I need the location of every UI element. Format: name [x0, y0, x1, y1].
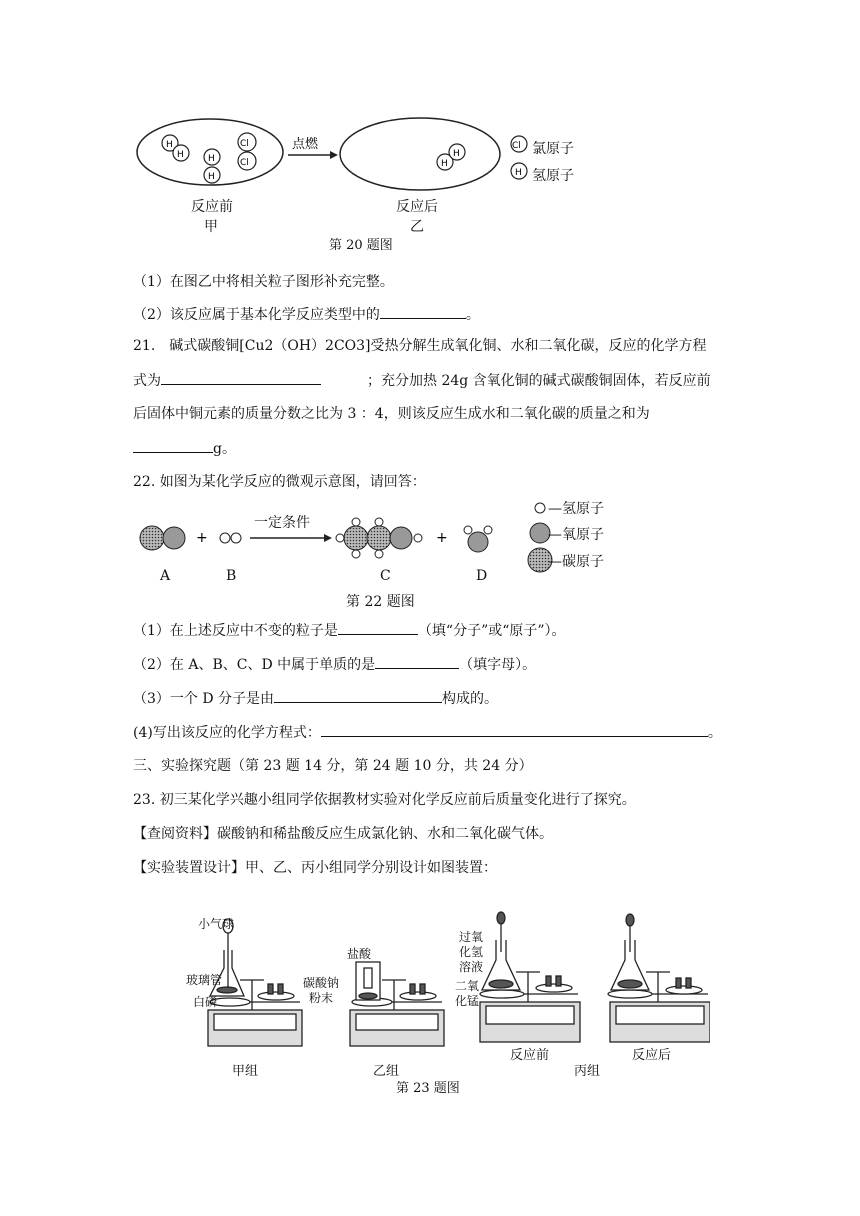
arrow-label: 一定条件 — [254, 515, 310, 531]
balance-bing-after — [608, 914, 710, 1042]
after-sub: 乙 — [410, 219, 424, 235]
label-h2o2-2: 化氢 — [459, 945, 484, 959]
legend-oxygen-icon — [530, 523, 550, 543]
svg-text:H: H — [441, 159, 448, 169]
oxygen-atom-icon — [468, 532, 488, 552]
label-c: C — [380, 568, 391, 584]
label-balloon: 小气球 — [198, 917, 235, 931]
balance-yi — [350, 962, 444, 1046]
oxygen-atom-icon — [163, 527, 185, 549]
label-h2o2-1: 过氧 — [459, 930, 484, 944]
label-white-phosphorus: 白磷 — [193, 995, 218, 1009]
legend-hydrogen-icon — [535, 503, 545, 513]
q22-part1: （1）在上述反应中不变的粒子是 （填“分子”或“原子”）。 — [133, 620, 566, 641]
q21-line3: 后固体中铜元素的质量分数之比为 3 ：4，则该反应生成水和二氧化碳的质量之和为 — [133, 406, 650, 422]
group-jia: 甲组 — [232, 1064, 259, 1079]
figure-20-caption: 第 20 题图 — [329, 238, 393, 253]
before-label: 反应前 — [191, 199, 233, 215]
q21-line4: g。 — [133, 438, 236, 459]
label-h2o2-3: 溶液 — [459, 960, 484, 974]
q23-design: 【实验装置设计】甲、乙、丙小组同学分别设计如图装置： — [133, 860, 497, 876]
q22-part3: （3）一个 D 分子是由 构成的。 — [133, 688, 498, 709]
answer-blank[interactable] — [338, 620, 418, 635]
hydrogen-atom-icon — [220, 533, 230, 543]
label-after: 反应后 — [632, 1048, 672, 1063]
answer-blank[interactable] — [133, 438, 213, 453]
svg-text:Cl: Cl — [240, 139, 249, 149]
label-glass-tube: 玻璃管 — [186, 973, 223, 987]
q20-part1: （1）在图乙中将相关粒子图形补充完整。 — [133, 274, 394, 290]
svg-text:H: H — [515, 168, 522, 178]
answer-blank[interactable] — [321, 722, 708, 737]
q20-part2: （2）该反应属于基本化学反应类型中的 。 — [133, 304, 480, 325]
svg-text:+: + — [436, 530, 448, 546]
svg-text:H: H — [177, 150, 184, 160]
svg-text:Cl: Cl — [240, 158, 249, 168]
legend-oxygen: —氧原子 — [548, 527, 604, 543]
after-ellipse — [340, 118, 500, 190]
q21-line2: 式为 ；充分加热 24g 含氧化铜的碱式碳酸铜固体，若反应前 — [133, 370, 711, 391]
carbon-atom-icon — [140, 526, 164, 550]
svg-text:H: H — [208, 172, 215, 182]
balance-bing-before — [480, 912, 580, 1042]
legend-chlorine: 氯原子 — [532, 141, 574, 157]
label-d: D — [476, 568, 488, 584]
q22-part4: (4)写出该反应的化学方程式： 。 — [133, 722, 722, 743]
legend-carbon: —碳原子 — [548, 554, 604, 570]
figure-23-diagram — [150, 910, 710, 1070]
label-before: 反应前 — [510, 1048, 550, 1063]
label-na2co3-2: 粉末 — [309, 991, 334, 1005]
answer-blank[interactable] — [380, 304, 466, 319]
hydrogen-atom-icon — [231, 533, 241, 543]
svg-text:H: H — [453, 149, 460, 159]
group-bing: 丙组 — [574, 1064, 601, 1079]
answer-blank[interactable] — [375, 654, 459, 669]
figure-20-diagram — [130, 110, 600, 250]
balance-jia — [208, 919, 302, 1046]
legend-hydrogen: —氢原子 — [548, 501, 604, 517]
svg-text:Cl: Cl — [512, 141, 521, 151]
before-sub: 甲 — [204, 219, 218, 235]
answer-blank[interactable] — [274, 688, 442, 703]
q22-part2: （2）在 A、B、C、D 中属于单质的是 （填字母）。 — [133, 654, 536, 675]
arrow-label: 点燃 — [292, 137, 319, 152]
legend-hydrogen: 氢原子 — [532, 168, 574, 184]
label-mno2-1: 二氧 — [455, 979, 480, 993]
label-mno2-2: 化锰 — [455, 994, 480, 1008]
q22-intro: 22. 如图为某化学反应的微观示意图，请回答： — [133, 474, 426, 490]
label-hcl: 盐酸 — [347, 947, 372, 961]
svg-text:H: H — [166, 140, 173, 150]
svg-text:+: + — [196, 530, 208, 546]
svg-text:H: H — [208, 154, 215, 164]
q23-intro: 23. 初三某化学兴趣小组同学依据教材实验对化学反应前后质量变化进行了探究。 — [133, 792, 636, 808]
q23-info: 【查阅资料】碳酸钠和稀盐酸反应生成氯化钠、水和二氧化碳气体。 — [133, 826, 553, 842]
label-na2co3-1: 碳酸钠 — [303, 976, 340, 990]
group-yi: 乙组 — [373, 1064, 400, 1079]
q21-line1: 21. 碱式碳酸铜[Cu2（OH）2CO3]受热分解生成氧化铜、水和二氧化碳，反应的化学方程 — [133, 338, 707, 354]
figure-22-caption: 第 22 题图 — [346, 594, 415, 610]
answer-blank[interactable] — [161, 370, 321, 385]
after-label: 反应后 — [396, 199, 438, 215]
figure-23-caption: 第 23 题图 — [396, 1081, 460, 1096]
section-3-heading: 三、实验探究题（第 23 题 14 分，第 24 题 10 分，共 24 分） — [133, 758, 533, 774]
label-b: B — [226, 568, 237, 584]
label-a: A — [160, 568, 171, 584]
